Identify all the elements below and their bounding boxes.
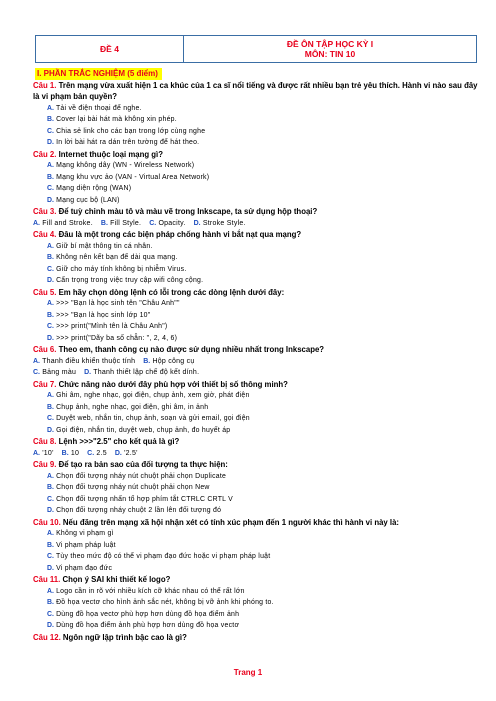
- answer-option: [143, 358, 194, 365]
- option-letter: B.: [61, 449, 69, 457]
- option-text: Thanh điều khiển thuộc tính: [42, 357, 136, 365]
- question-text: Em hãy chọn dòng lệnh có lỗi trong các dòng lệnh dưới đây:: [58, 287, 285, 297]
- answer-option: [101, 220, 141, 227]
- option-text: >>> "Bạn là học sinh lớp 10": [56, 311, 151, 319]
- answer-option: [33, 369, 76, 376]
- question: [33, 344, 480, 356]
- answer-option: [47, 160, 480, 172]
- option-letter: D.: [47, 139, 54, 146]
- option-letter: B.: [47, 541, 54, 549]
- answer-option: [47, 241, 480, 253]
- question-text: Chọn ý SAI khi thiết kế logo?: [62, 575, 171, 584]
- option-text: Chọn đối tượng nháy chuột 2 lần lên đối tượng đó: [56, 507, 222, 514]
- option-letter: C.: [47, 495, 54, 503]
- option-text: Không nên kết bạn để dài qua mạng.: [56, 254, 178, 261]
- option-text: Tải về điện thoại để nghe.: [55, 104, 142, 112]
- option-text: Chọn đối tượng nháy nút chuột phải chọn Duplicate: [56, 472, 227, 480]
- option-text: Mạng diện rộng (WAN): [56, 185, 132, 192]
- answer-option: [62, 450, 80, 457]
- option-text: Giữ bí mật thông tin cá nhân.: [56, 242, 153, 250]
- answer-options-row: [33, 448, 480, 460]
- option-letter: B.: [47, 116, 54, 123]
- option-text: Gọi điện, nhắn tin, duyệt web, chụp ảnh, đo huyết áp: [56, 426, 231, 434]
- option-letter: D.: [84, 369, 92, 376]
- option-letter: A.: [33, 449, 40, 457]
- option-text: Đồ họa vectơ cho hình ảnh sắc nét, không bị vỡ ảnh khi phóng to.: [56, 599, 274, 606]
- question-number: Câu 4.: [33, 230, 57, 239]
- option-letter: A.: [47, 587, 54, 595]
- question-number: Câu 5.: [33, 287, 57, 297]
- option-letter: D.: [47, 426, 54, 434]
- question-number: Câu 3.: [33, 207, 57, 216]
- question: [33, 517, 480, 529]
- option-text: '10': [42, 449, 54, 457]
- answer-option: [47, 505, 480, 517]
- option-letter: B.: [47, 599, 54, 606]
- answer-option: [47, 413, 480, 425]
- option-letter: D.: [47, 564, 54, 572]
- answer-option: [47, 528, 480, 540]
- question: [33, 379, 480, 391]
- question: [33, 436, 480, 448]
- question-text: Nếu đăng trên mạng xã hội nhận xét có tính xúc phạm đến 1 người khác thì hành vi này là:: [62, 517, 400, 527]
- option-letter: A.: [47, 104, 54, 112]
- question-number: Câu 11.: [33, 575, 61, 584]
- option-text: Tùy theo mức độ có thể vi phạm đạo đức hoặc vi phạm pháp luật: [55, 553, 271, 560]
- option-text: Chọn đối tượng nhấn tổ hợp phím tắt CTRLC CRTL V: [56, 495, 234, 503]
- answer-option: [47, 563, 480, 575]
- answer-option: [47, 264, 480, 276]
- question-number: Câu 10.: [33, 517, 61, 527]
- option-text: Thanh thiết lập chế độ kết dính.: [93, 369, 200, 376]
- option-text: Fill Style.: [110, 219, 142, 227]
- option-letter: D.: [47, 196, 54, 204]
- answer-options-row: [33, 356, 480, 368]
- option-letter: A.: [47, 392, 54, 399]
- answer-option: [47, 137, 480, 149]
- section-title: I. PHẦN TRẮC NGHIỆM (5 điểm): [35, 68, 162, 80]
- answer-option: [47, 482, 480, 494]
- answer-option: [47, 321, 480, 333]
- option-letter: C.: [47, 185, 54, 192]
- option-text: Mạng không dây (WN - Wireless Network): [56, 162, 195, 169]
- option-letter: C.: [47, 127, 54, 135]
- option-letter: C.: [33, 369, 40, 376]
- answer-option: [47, 333, 480, 345]
- question-number: Câu 2.: [33, 149, 57, 159]
- option-letter: D.: [47, 507, 54, 514]
- option-letter: D.: [47, 277, 54, 284]
- answer-option: [47, 310, 480, 322]
- option-letter: C.: [47, 265, 54, 273]
- option-letter: B.: [100, 219, 108, 227]
- question-text: Để tuỳ chỉnh màu tô và màu vẽ trong Inkscape, ta sử dụng hộp thoại?: [58, 207, 318, 216]
- option-text: Fill and Stroke.: [42, 219, 93, 227]
- option-text: >>> print("Mình tên là Châu Anh"): [56, 323, 168, 330]
- question-number: Câu 12.: [33, 632, 61, 642]
- question-text: Đâu là một trong các biện pháp chống hành vi bắt nạt qua mạng?: [58, 230, 302, 239]
- option-text: >>> print("Dãy ba số chẵn: ", 2, 4, 6): [56, 334, 178, 342]
- option-text: Chia sẻ link cho các bạn trong lớp cùng nghe: [56, 127, 206, 135]
- option-text: Không vi phạm gì: [56, 530, 114, 537]
- answer-option: [47, 183, 480, 195]
- option-text: Hộp công cụ: [152, 357, 195, 365]
- answer-option: [47, 126, 480, 138]
- option-text: Vi phạm pháp luật: [56, 541, 116, 549]
- option-text: Dùng đồ họa điểm ảnh phù hợp hơn dùng đồ họa vectơ: [56, 622, 240, 629]
- answer-option: [84, 369, 199, 376]
- option-text: Opacity.: [158, 219, 186, 227]
- question-text: Internet thuộc loại mạng gì?: [58, 149, 163, 159]
- answer-option: [47, 551, 480, 563]
- page-footer: Trang 1: [233, 668, 263, 677]
- question: [33, 287, 480, 299]
- option-letter: A.: [33, 357, 40, 365]
- answer-option: [149, 220, 185, 227]
- answer-option: [47, 114, 480, 126]
- answer-option: [47, 172, 480, 184]
- question-text: Lệnh >>>"2.5" cho kết quả là gì?: [58, 437, 180, 446]
- answer-option: [47, 494, 480, 506]
- option-letter: D.: [193, 219, 201, 227]
- option-letter: C.: [47, 415, 54, 422]
- answer-option: [47, 425, 480, 437]
- question-text: Ngôn ngữ lập trình bậc cao là gì?: [62, 632, 187, 642]
- answer-option: [47, 471, 480, 483]
- option-letter: B.: [47, 254, 54, 261]
- answer-option: [47, 390, 480, 402]
- option-letter: B.: [47, 311, 54, 319]
- exam-title: ĐỀ ÔN TẬP HỌC KỲ I: [286, 38, 374, 49]
- option-text: Cẩn trọng trong việc truy cập wifi công cộng.: [56, 277, 204, 284]
- answer-option: [47, 195, 480, 207]
- exam-header: [35, 35, 477, 63]
- exam-title-cell: [184, 36, 477, 63]
- option-letter: A.: [47, 300, 54, 307]
- option-text: Cover lại bài hát mà không xin phép.: [56, 116, 177, 123]
- answer-option: [47, 298, 480, 310]
- option-letter: B.: [143, 357, 151, 365]
- answer-option: [33, 450, 54, 457]
- option-text: Stroke Style.: [202, 219, 246, 227]
- option-text: Vi phạm đạo đức: [56, 564, 113, 572]
- question: [33, 206, 480, 218]
- option-text: Ghi âm, nghe nhạc, gọi điện, chụp ảnh, xem giờ, phát điện: [56, 392, 250, 399]
- option-letter: D.: [47, 334, 54, 342]
- option-text: Chụp ảnh, nghe nhạc, gọi điện, ghi âm, in ảnh: [56, 403, 209, 411]
- question-number: Câu 7.: [33, 379, 57, 389]
- question-text: Theo em, thanh công cụ nào được sử dụng nhiều nhất trong Inkscape?: [58, 345, 325, 354]
- question: [33, 632, 480, 644]
- question: [33, 149, 480, 161]
- option-text: Bảng màu: [42, 369, 77, 376]
- option-letter: B.: [47, 403, 54, 411]
- option-letter: C.: [47, 553, 54, 560]
- option-letter: A.: [47, 162, 54, 169]
- option-text: In lời bài hát ra dán trên tường để hát theo.: [56, 139, 200, 146]
- exam-subject: MÔN: TIN 10: [304, 49, 356, 59]
- answer-option: [47, 103, 480, 115]
- option-text: Mạng khu vực ảo (VAN - Virtual Area Network): [56, 173, 210, 181]
- question-text: Để tạo ra bản sao của đối tượng ta thực hiện:: [58, 460, 228, 469]
- option-text: Logo cần in rõ với nhiều kích cỡ khác nhau có thể rất lớn: [56, 587, 245, 595]
- option-letter: A.: [47, 472, 54, 480]
- option-text: 2.5: [96, 449, 107, 457]
- exam-code: ĐỀ 4: [36, 36, 184, 63]
- option-letter: A.: [47, 242, 54, 250]
- answer-option: [47, 597, 480, 609]
- option-letter: A.: [33, 219, 40, 227]
- section-heading: [33, 68, 480, 80]
- question-list: [33, 68, 480, 643]
- option-text: Mạng cục bộ (LAN): [56, 196, 120, 204]
- answer-option: [47, 620, 480, 632]
- answer-option: [47, 540, 480, 552]
- answer-option: [87, 450, 107, 457]
- option-text: '2.5': [124, 449, 138, 457]
- answer-option: [115, 450, 138, 457]
- question: [33, 574, 480, 586]
- option-text: Duyệt web, nhắn tin, chụp ảnh, soạn và gửi email, gọi điện: [56, 415, 250, 422]
- question-number: Câu 8.: [33, 437, 57, 446]
- answer-option: [33, 358, 135, 365]
- answer-options-row: [33, 367, 480, 379]
- answer-option: [194, 220, 246, 227]
- question: [33, 229, 480, 241]
- question-text: Chức năng nào dưới đây phù hợp với thiết bị số thông minh?: [58, 379, 288, 389]
- answer-options-row: [33, 218, 480, 230]
- question: [33, 80, 480, 103]
- question: [33, 459, 480, 471]
- answer-option: [47, 402, 480, 414]
- answer-option: [47, 586, 480, 598]
- question-number: Câu 1.: [33, 80, 57, 90]
- option-letter: A.: [47, 530, 54, 537]
- answer-option: [33, 220, 93, 227]
- option-letter: B.: [47, 173, 54, 181]
- option-letter: D.: [114, 449, 122, 457]
- option-letter: C.: [47, 323, 54, 330]
- answer-option: [47, 275, 480, 287]
- answer-option: [47, 609, 480, 621]
- option-letter: C.: [87, 449, 95, 457]
- option-text: >>> "Bạn là học sinh tên "Châu Anh"": [56, 300, 180, 307]
- question-number: Câu 6.: [33, 345, 57, 354]
- option-letter: D.: [47, 622, 54, 629]
- question-number: Câu 9.: [33, 460, 57, 469]
- option-text: Chọn đối tượng nháy nút chuột phải chọn New: [56, 484, 210, 491]
- option-letter: C.: [47, 610, 54, 618]
- question-text: Trên mạng vừa xuất hiện 1 ca khúc của 1 ca sĩ nổi tiếng và được rất nhiều bạn trẻ yêu thích. Hành vi nào sau đây là vi phạm bản quyền?: [33, 80, 478, 101]
- option-text: Dùng đồ họa vectơ phù hợp hơn dùng đồ họa điểm ảnh: [56, 610, 240, 618]
- option-letter: B.: [47, 484, 54, 491]
- answer-option: [47, 252, 480, 264]
- option-text: 10: [70, 449, 80, 457]
- option-text: Giữ cho máy tính không bị nhiễm Virus.: [56, 265, 187, 273]
- option-letter: C.: [149, 219, 157, 227]
